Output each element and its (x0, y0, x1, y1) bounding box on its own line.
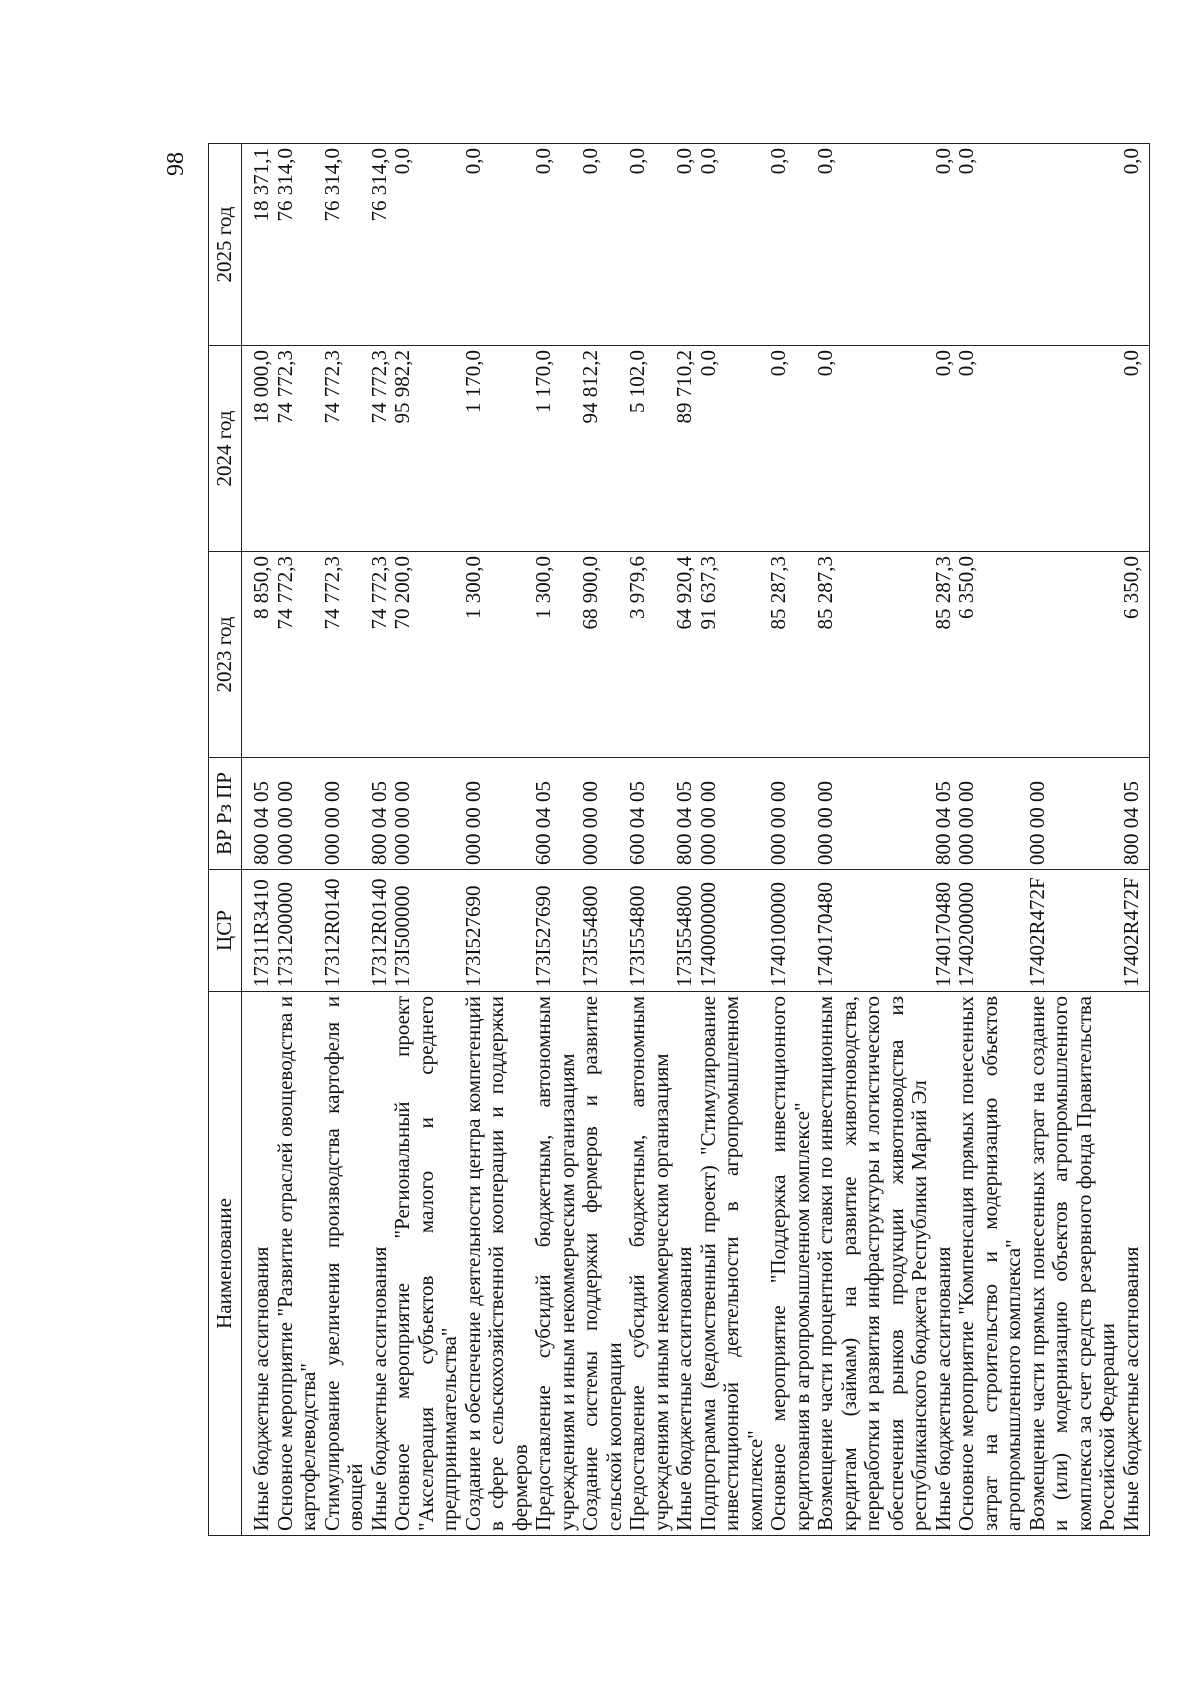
row-name: Создание и обеспечение деятельности центра компетенций в сфере сельскохозяйственной кооперации и поддержки фермеров (462, 992, 533, 1536)
row-csr: 1731200000 (274, 870, 321, 992)
header-csr: ЦСР (209, 870, 242, 992)
row-code: 800 04 05 (242, 758, 274, 870)
row-2025: 0,0 (532, 144, 579, 346)
table-row (955, 144, 1026, 1536)
table-row (274, 144, 321, 1536)
row-csr: 173I554800 (673, 870, 697, 992)
row-2025: 76 314,0 (368, 144, 392, 346)
row-2023: 1 300,0 (532, 552, 579, 758)
page-number: 98 (163, 152, 189, 176)
row-2023: 74 772,3 (274, 552, 321, 758)
row-2023: 74 772,3 (368, 552, 392, 758)
row-name: Стимулирование увеличения производства картофеля и овощей (321, 992, 368, 1536)
row-csr: 173I527690 (532, 870, 579, 992)
table-header-row (209, 144, 242, 1536)
row-name: Возмещение части прямых понесенных затрат на создание и (или) модернизацию объектов агропромышленного комплекса за счет средств резервного фонда Правительства Российской Федерации (1026, 992, 1120, 1536)
row-code: 000 00 00 (321, 758, 368, 870)
table-row (697, 144, 768, 1536)
row-code: 800 04 05 (932, 758, 956, 870)
row-2025: 0,0 (932, 144, 956, 346)
budget-table (208, 143, 1150, 1536)
table-row (767, 144, 814, 1536)
table-row (932, 144, 956, 1536)
row-code: 800 04 05 (1120, 758, 1150, 870)
table-row (321, 144, 368, 1536)
row-2024: 74 772,3 (274, 346, 321, 552)
row-csr: 17312R0140 (321, 870, 368, 992)
row-2024: 1 170,0 (532, 346, 579, 552)
row-csr: 17312R0140 (368, 870, 392, 992)
row-2025: 0,0 (697, 144, 768, 346)
header-2025: 2025 год (209, 144, 242, 346)
row-csr: 173I500000 (391, 870, 462, 992)
row-2024: 1 170,0 (462, 346, 533, 552)
row-csr: 17311R3410 (242, 870, 274, 992)
row-2025: 0,0 (955, 144, 1026, 346)
row-2025 (1026, 144, 1120, 346)
row-name: Основное мероприятие "Компенсация прямых понесенных затрат на строительство и модернизацию объектов агропромышленного комплекса" (955, 992, 1026, 1536)
row-code: 000 00 00 (462, 758, 533, 870)
row-csr: 17402R472F (1120, 870, 1150, 992)
row-2025: 0,0 (462, 144, 533, 346)
row-csr: 1740000000 (697, 870, 768, 992)
row-code: 000 00 00 (767, 758, 814, 870)
row-2025: 18 371,1 (242, 144, 274, 346)
row-name: Иные бюджетные ассигнования (368, 992, 392, 1536)
table-row (242, 144, 274, 1536)
row-2025: 76 314,0 (321, 144, 368, 346)
row-csr: 1740170480 (814, 870, 932, 992)
table-row (673, 144, 697, 1536)
row-2024: 0,0 (814, 346, 932, 552)
row-2025: 0,0 (814, 144, 932, 346)
row-2024: 0,0 (955, 346, 1026, 552)
row-2024: 95 982,2 (391, 346, 462, 552)
row-2024 (1026, 346, 1120, 552)
row-2025: 0,0 (673, 144, 697, 346)
row-2023: 6 350,0 (955, 552, 1026, 758)
table-row (814, 144, 932, 1536)
row-csr: 173I527690 (462, 870, 533, 992)
table-row (1120, 144, 1150, 1536)
table-row (368, 144, 392, 1536)
header-2024: 2024 год (209, 346, 242, 552)
row-name: Иные бюджетные ассигнования (242, 992, 274, 1536)
row-name: Предоставление субсидий бюджетным, автономным учреждениям и иным некоммерческим организациям (626, 992, 673, 1536)
header-2023: 2023 год (209, 552, 242, 758)
rotated-page (163, 144, 1143, 1536)
row-csr: 1740200000 (955, 870, 1026, 992)
row-2023: 85 287,3 (932, 552, 956, 758)
row-name: Иные бюджетные ассигнования (673, 992, 697, 1536)
row-2025: 0,0 (579, 144, 626, 346)
row-name: Подпрограмма (ведомственный проект) "Стимулирование инвестиционной деятельности в агропромышленном комплексе" (697, 992, 768, 1536)
row-2024: 89 710,2 (673, 346, 697, 552)
row-2023: 85 287,3 (814, 552, 932, 758)
row-csr: 17402R472F (1026, 870, 1120, 992)
header-name: Наименование (209, 992, 242, 1536)
row-2024: 74 772,3 (368, 346, 392, 552)
row-code: 600 04 05 (626, 758, 673, 870)
row-2024: 5 102,0 (626, 346, 673, 552)
row-name: Основное мероприятие "Поддержка инвестиционного кредитования в агропромышленном комплексе" (767, 992, 814, 1536)
row-name: Основное мероприятие "Развитие отраслей овощеводства и картофелеводства" (274, 992, 321, 1536)
row-2024: 0,0 (1120, 346, 1150, 552)
row-name: Создание системы поддержки фермеров и развитие сельской кооперации (579, 992, 626, 1536)
table-row (1026, 144, 1120, 1536)
row-code: 000 00 00 (955, 758, 1026, 870)
row-2025: 0,0 (391, 144, 462, 346)
row-2025: 76 314,0 (274, 144, 321, 346)
row-csr: 173I554800 (626, 870, 673, 992)
row-name: Предоставление субсидий бюджетным, автономным учреждениям и иным некоммерческим организациям (532, 992, 579, 1536)
row-2023 (1026, 552, 1120, 758)
table-row (532, 144, 579, 1536)
row-2025: 0,0 (767, 144, 814, 346)
row-name: Основное мероприятие "Региональный проект "Акселерация субъектов малого и среднего предпринимательства" (391, 992, 462, 1536)
header-vr-rz-pr: ВР Рз ПР (209, 758, 242, 870)
row-2023: 74 772,3 (321, 552, 368, 758)
row-2024: 0,0 (767, 346, 814, 552)
row-2024: 18 000,0 (242, 346, 274, 552)
row-code: 800 04 05 (368, 758, 392, 870)
row-2023: 85 287,3 (767, 552, 814, 758)
row-2025: 0,0 (1120, 144, 1150, 346)
row-code: 000 00 00 (814, 758, 932, 870)
table-row (579, 144, 626, 1536)
row-2023: 6 350,0 (1120, 552, 1150, 758)
row-name: Иные бюджетные ассигнования (932, 992, 956, 1536)
row-2024: 74 772,3 (321, 346, 368, 552)
row-2024: 0,0 (932, 346, 956, 552)
row-code: 600 04 05 (532, 758, 579, 870)
row-name: Возмещение части процентной ставки по инвестиционным кредитам (займам) на развитие животноводства, переработки и развития инфраструктуры и логистического обеспечения рынков продукции животноводства из республиканского бюджета Республики Марий Эл (814, 992, 932, 1536)
row-2024: 94 812,2 (579, 346, 626, 552)
row-2023: 68 900,0 (579, 552, 626, 758)
row-csr: 1740170480 (932, 870, 956, 992)
row-2023: 1 300,0 (462, 552, 533, 758)
row-2023: 91 637,3 (697, 552, 768, 758)
table-row (391, 144, 462, 1536)
row-2023: 8 850,0 (242, 552, 274, 758)
row-code: 000 00 00 (274, 758, 321, 870)
row-2024: 0,0 (697, 346, 768, 552)
row-code: 000 00 00 (579, 758, 626, 870)
row-2023: 3 979,6 (626, 552, 673, 758)
row-code: 000 00 00 (697, 758, 768, 870)
row-csr: 173I554800 (579, 870, 626, 992)
row-code: 000 00 00 (391, 758, 462, 870)
row-2023: 70 200,0 (391, 552, 462, 758)
row-code: 000 00 00 (1026, 758, 1120, 870)
table-row (462, 144, 533, 1536)
table-row (626, 144, 673, 1536)
row-csr: 1740100000 (767, 870, 814, 992)
row-name: Иные бюджетные ассигнования (1120, 992, 1150, 1536)
row-code: 800 04 05 (673, 758, 697, 870)
row-2025: 0,0 (626, 144, 673, 346)
row-2023: 64 920,4 (673, 552, 697, 758)
